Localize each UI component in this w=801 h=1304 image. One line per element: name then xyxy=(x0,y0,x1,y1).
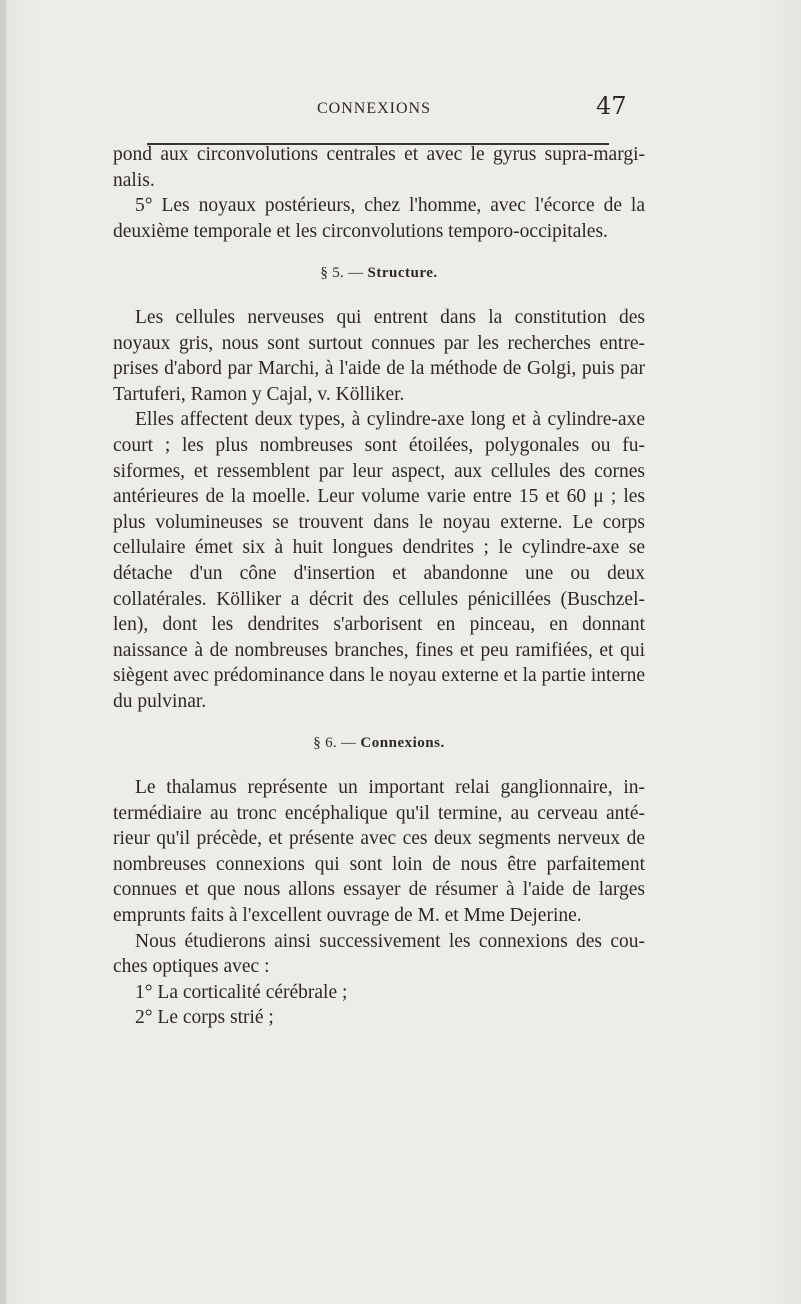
body-text xyxy=(113,142,645,1031)
section-number: § 6. xyxy=(313,735,337,752)
page-gutter xyxy=(0,0,6,1304)
page-number: 47 xyxy=(596,92,627,120)
section-dash: — xyxy=(348,265,364,282)
list-item: 2° Le corps strié ; xyxy=(135,1007,274,1029)
paragraph-structure-1: Les cellules nerveuses qui entrent dans la constitution des noyaux gris, nous sont surtout connues par les recherches entre-prises d'abord par Marchi, à l'aide de la méthode de Golgi, puis par Tartuferi, Ramon y Cajal, v. Kölliker. xyxy=(113,306,645,405)
section-title: Connexions. xyxy=(360,735,445,752)
section-number: § 5. xyxy=(320,265,345,282)
section-heading-structure xyxy=(113,261,645,287)
list-item: 1° La corticalité cérébrale ; xyxy=(135,981,348,1003)
paragraph-connexions-2: Nous étudierons ainsi successivement les connexions des cou-ches optiques avec : xyxy=(113,930,645,978)
running-header xyxy=(0,90,801,134)
paragraph-structure-2: Elles affectent deux types, à cylindre-axe long et à cylindre-axe court ; les plus nombreuses sont étoilées, polygonales ou fu-siformes, et ressemblent par leur aspect, aux cellules des cornes antérieures de la moelle. Leur volume varie entre 15 et 60 μ ; les plus volumineuses se trouvent dans le noyau externe. Le corps cellulaire émet six à huit longues dendrites ; le cylindre-axe se détache d'un cône d'insertion et abandonne une ou deux collatérales. Kölliker a décrit des cellules pénicillées (Buschzel-len), dont les dendrites s'arborisent en pinceau, en donnant naissance à de nombreuses branches, fines et peu ramifiées, et qui siègent avec prédominance dans le noyau externe et la partie interne du pulvinar. xyxy=(113,409,645,712)
section-dash: — xyxy=(341,735,357,752)
section-heading-connexions xyxy=(113,731,645,757)
paragraph-intro: pond aux circonvolutions centrales et avec le gyrus supra-margi-nalis. xyxy=(113,144,645,191)
section-title: Structure. xyxy=(367,265,438,282)
paragraph-connexions-1: Le thalamus représente un important relai ganglionnaire, in-termédiaire au tronc encéphalique qu'il termine, au cerveau anté-rieur qu'il précède, et présente avec ces deux segments nerveux de nombreuses connexions qui sont loin de nous être parfaitement connues et que nous allons essayer de résumer à l'aide de larges emprunts faits à l'excellent ouvrage de M. et Mme Dejerine. xyxy=(113,777,645,927)
running-title: CONNEXIONS xyxy=(317,100,431,117)
paragraph-item-5: 5° Les noyaux postérieurs, chez l'homme, avec l'écorce de la deuxième temporale et les circonvolutions temporo-occipitales. xyxy=(113,195,645,242)
